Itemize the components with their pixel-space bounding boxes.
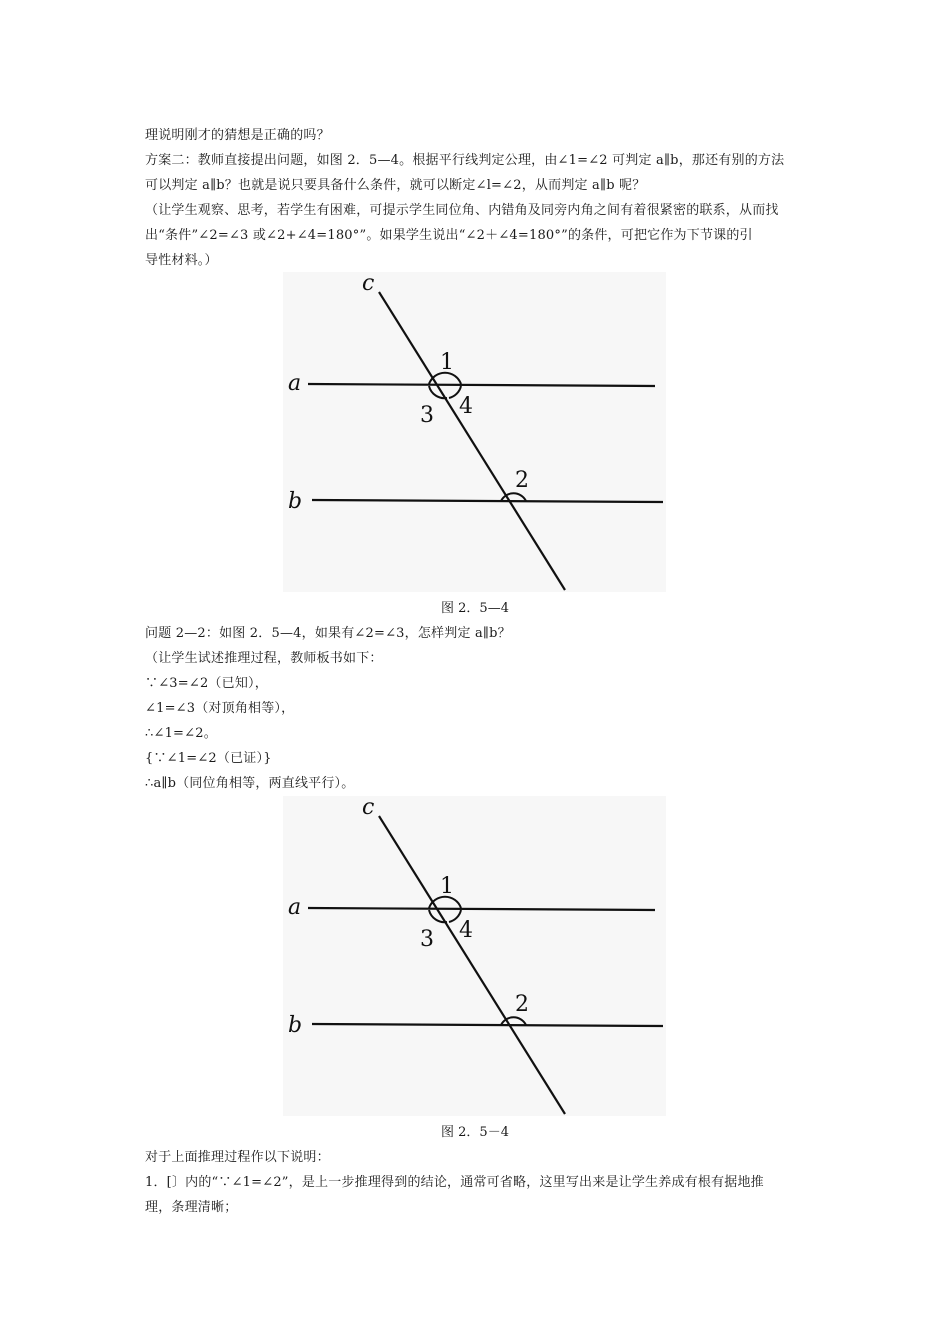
label-c: c	[362, 272, 375, 296]
paragraph-line: 导性材料。）	[145, 253, 218, 268]
proof-step: ∴a∥b（同位角相等，两直线平行）。	[145, 776, 355, 791]
parallel-lines-figure-1	[283, 272, 666, 592]
label-c: c	[362, 796, 375, 820]
proof-step: ∠1=∠3（对顶角相等），	[145, 701, 295, 716]
paragraph-line: 理，条理清晰；	[145, 1200, 238, 1215]
label-b: b	[288, 489, 303, 514]
paragraph-line: （让学生观察、思考，若学生有困难，可提示学生同位角、内错角及同旁内角之间有着很紧密的联系，从而找	[145, 203, 779, 218]
figure-caption: 图 2．5－4	[441, 1125, 509, 1140]
label-angle-4: 4	[459, 394, 473, 419]
paragraph-line: 对于上面推理过程作以下说明：	[145, 1150, 330, 1165]
label-angle-3: 3	[420, 403, 434, 428]
label-angle-2: 2	[515, 468, 529, 493]
label-b: b	[288, 1013, 303, 1038]
paragraph-line: 理说明刚才的猜想是正确的吗？	[145, 128, 330, 143]
proof-step: ∵∠3=∠2（已知），	[145, 676, 268, 691]
label-a: a	[288, 371, 302, 396]
paragraph-line: 可以判定 a∥b？也就是说只要具备什么条件，就可以断定∠l=∠2，从而判定 a∥b 呢？	[145, 178, 646, 193]
paragraph-line: 1．[〕内的“∵∠1=∠2”，是上一步推理得到的结论，通常可省略，这里写出来是让学生养成有根有据地推	[145, 1175, 764, 1190]
question-line: 问题 2—2：如图 2．5—4，如果有∠2=∠3，怎样判定 a∥b？	[145, 626, 511, 641]
paragraph-line: （让学生试述推理过程，教师板书如下：	[145, 651, 383, 666]
label-angle-4: 4	[459, 918, 473, 943]
label-angle-1: 1	[440, 350, 454, 375]
label-angle-3: 3	[420, 927, 434, 952]
figure-caption: 图 2．5—4	[441, 601, 509, 616]
label-a: a	[288, 895, 302, 920]
paragraph-line: 出“条件”∠2=∠3 或∠2+∠4=180°”。如果学生说出“∠2＋∠4=180°”的条件，可把它作为下节课的引	[145, 228, 753, 243]
label-angle-1: 1	[440, 874, 454, 899]
paragraph-line: 方案二：教师直接提出问题，如图 2．5—4。根据平行线判定公理，由∠1=∠2 可判定 a∥b，那还有别的方法	[145, 153, 785, 168]
proof-step: ∴∠1=∠2。	[145, 726, 217, 741]
parallel-lines-figure-2	[283, 796, 666, 1116]
proof-step: {∵∠1=∠2（已证）}	[145, 751, 272, 766]
label-angle-2: 2	[515, 992, 529, 1017]
